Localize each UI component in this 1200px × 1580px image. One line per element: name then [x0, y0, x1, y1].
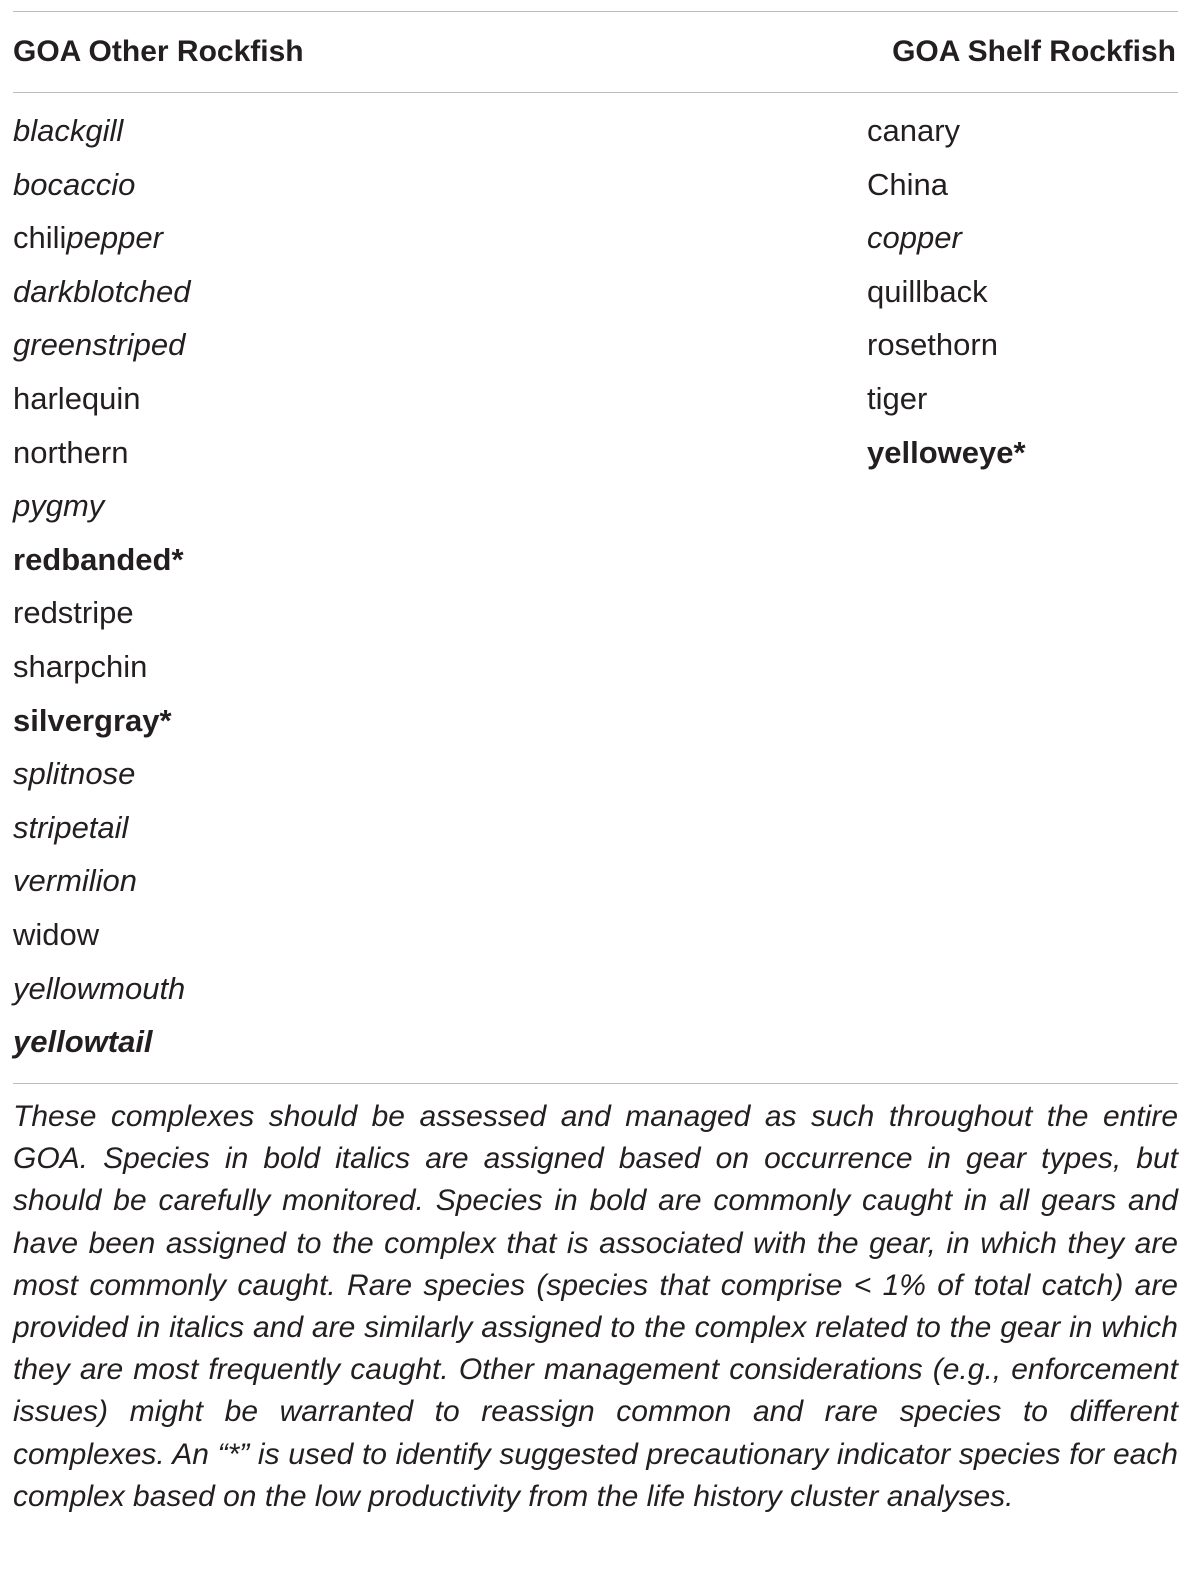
species-item [13, 1024, 191, 1078]
species-item [13, 220, 191, 274]
species-item [867, 220, 1026, 274]
species-item [13, 756, 191, 810]
species-name: redstripe [13, 595, 134, 631]
species-item [13, 595, 191, 649]
species-item [867, 113, 1026, 167]
species-name: redbanded* [13, 541, 184, 577]
table-header [13, 12, 1178, 92]
species-item [13, 435, 191, 489]
bottom-rule [13, 1083, 1178, 1084]
species-item [13, 274, 191, 328]
species-name: blackgill [13, 113, 124, 148]
species-name: stripetail [13, 809, 129, 845]
species-item [13, 327, 191, 381]
species-item [13, 971, 191, 1025]
species-name: copper [867, 220, 962, 256]
species-name: sharpchin [13, 648, 148, 684]
species-item [13, 113, 191, 167]
species-item [13, 917, 191, 971]
species-name: rosethorn [867, 327, 998, 363]
species-name: splitnose [13, 756, 136, 792]
species-name: tiger [867, 380, 928, 416]
species-name: widow [13, 916, 100, 952]
species-item [13, 542, 191, 596]
species-item [867, 274, 1026, 328]
species-name-roman: chili [13, 220, 67, 256]
species-name: China [867, 166, 948, 202]
species-name: yelloweye* [867, 434, 1026, 470]
species-item [13, 381, 191, 435]
species-item [13, 488, 191, 542]
species-item [13, 863, 191, 917]
rockfish-table [13, 0, 1178, 1518]
species-item [867, 167, 1026, 221]
species-name: canary [867, 113, 961, 148]
species-name-italic: pepper [66, 220, 163, 256]
species-name: pygmy [13, 488, 105, 524]
species-name: yellowmouth [13, 970, 186, 1006]
species-name: vermilion [13, 863, 138, 899]
species-name: northern [13, 434, 129, 470]
species-item [13, 810, 191, 864]
species-item [867, 327, 1026, 381]
table-footnote: These complexes should be assessed and managed as such throughout the entire GOA. Species in bold italics are assigned based on occurrence in gear types, but should be carefully monitored. Species in bold are commonly caught in all gears and have been assigned to the complex that is associated with the gear, in which they are most commonly caught. Rare species (species that comprise < 1% of total catch) are provided in italics and are similarly assigned to the complex related to the gear in which they are most frequently caught. Other management considerations (e.g., enforcement issues) might be warranted to reassign common and rare species to different complexes. An “*” is used to identify suggested precautionary indicator species for each complex based on the low productivity from the life history cluster analyses. [13, 1100, 1178, 1513]
header-goa-shelf-rockfish: GOA Shelf Rockfish [892, 35, 1176, 68]
species-item [867, 435, 1026, 489]
species-name: bocaccio [13, 166, 136, 202]
other-rockfish-list [13, 113, 191, 1078]
species-item [13, 703, 191, 757]
species-item [13, 167, 191, 221]
species-name: harlequin [13, 380, 141, 416]
species-name: silvergray* [13, 702, 172, 738]
species-item [867, 381, 1026, 435]
species-name: yellowtail [13, 1024, 153, 1060]
header-goa-other-rockfish: GOA Other Rockfish [13, 35, 304, 68]
table-body [13, 93, 1178, 1083]
species-item [13, 649, 191, 703]
species-name: quillback [867, 273, 988, 309]
species-name: darkblotched [13, 273, 191, 309]
species-name: greenstriped [13, 327, 186, 363]
shelf-rockfish-list [867, 113, 1026, 488]
